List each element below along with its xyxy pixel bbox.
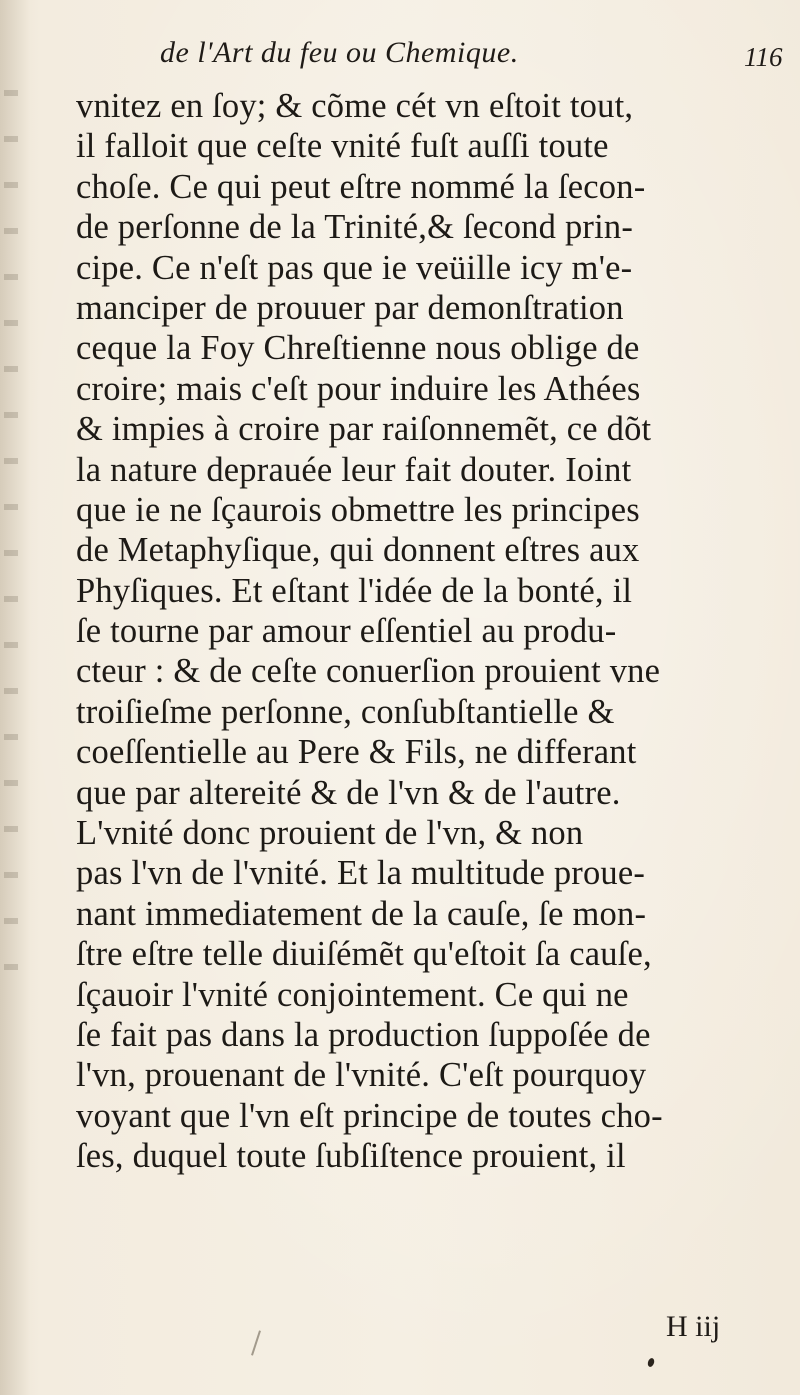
text-line: de Metaphyſique, qui donnent eſtres aux (76, 531, 640, 570)
text-line: L'vnité donc prouient de l'vn, & non (76, 814, 584, 853)
text-line: ſe fait pas dans la production ſuppoſée de (76, 1015, 651, 1054)
text-line: cipe. Ce n'eſt pas que ie veüille icy m'e- (76, 248, 633, 287)
text-line: choſe. Ce qui peut eſtre nommé la ſecon- (76, 167, 646, 206)
text-line: ſes, duquel toute ſubſiſtence prouient, il (76, 1137, 626, 1176)
text-line: il falloit que ceſte vnité fuſt auſſi toute (76, 127, 609, 166)
text-line: ſe tourne par amour eſſentiel au produ- (76, 612, 617, 651)
text-line: ceque la Foy Chreſtienne nous oblige de (76, 329, 640, 368)
ink-blot (647, 1357, 656, 1368)
text-line: nant immediatement de la cauſe, ſe mon- (76, 894, 647, 933)
text-line: l'vn, prouenant de l'vnité. C'eſt pourquoy (76, 1056, 647, 1095)
text-line: la nature deprauée leur fait douter. Ioint (76, 450, 632, 489)
text-line: croire; mais c'eſt pour induire les Athées (76, 369, 641, 408)
text-line: troiſieſme perſonne, conſubſtantielle & (76, 692, 615, 731)
text-line: ſçauoir l'vnité conjointement. Ce qui ne (76, 975, 629, 1014)
page-number: 116 (744, 42, 783, 72)
text-line: coeſſentielle au Pere & Fils, ne differant (76, 733, 637, 772)
text-line: que par altereité & de l'vn & de l'autre. (76, 773, 621, 812)
text-line: pas l'vn de l'vnité. Et la multitude proue- (76, 854, 646, 893)
text-line: de perſonne de la Trinité,& ſecond prin- (76, 208, 634, 247)
text-line: que ie ne ſçaurois obmettre les principes (76, 490, 640, 529)
text-line: manciper de prouuer par demonſtration (76, 288, 624, 327)
signature-mark: H iij (666, 1310, 721, 1343)
text-line: Phyſiques. Et eſtant l'idée de la bonté, il (76, 571, 633, 610)
text-line: cteur : & de ceſte conuerſion prouient vne (76, 652, 661, 691)
ink-stroke (251, 1330, 261, 1355)
body-text (76, 86, 762, 1177)
text-line: & impies à croire par raiſonnemẽt, ce dõt (76, 410, 652, 449)
running-head: de l'Art du feu ou Chemique. (160, 36, 519, 69)
text-line: voyant que l'vn eſt principe de toutes cho- (76, 1096, 663, 1135)
bleed-through-marks (4, 90, 18, 990)
text-line: vnitez en ſoy; & cõme cét vn eſtoit tout, (76, 87, 634, 125)
text-line: ſtre eſtre telle diuiſémẽt qu'eſtoit ſa cauſe, (76, 935, 652, 974)
